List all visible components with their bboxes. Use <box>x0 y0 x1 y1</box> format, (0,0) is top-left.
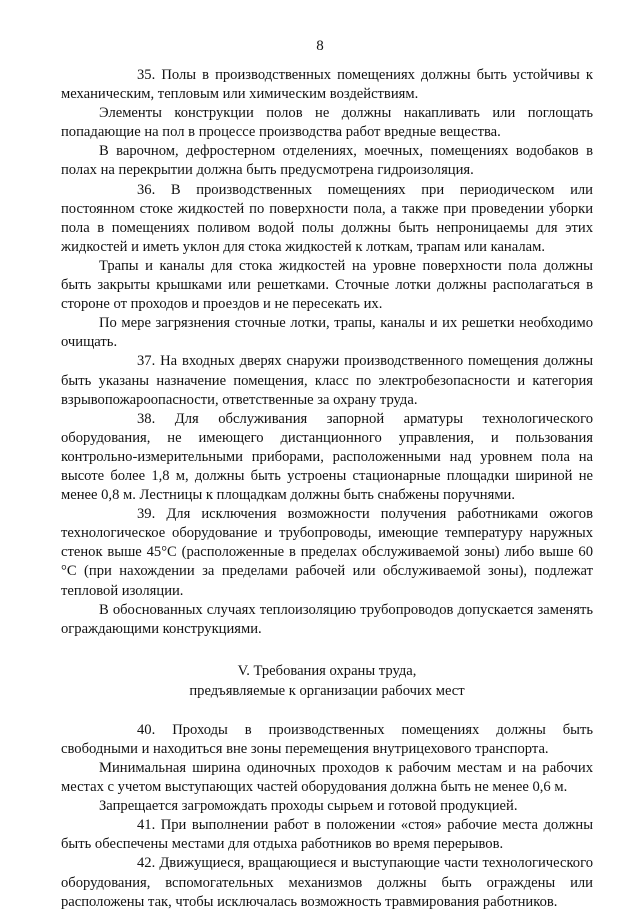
clause-number: 38. <box>137 410 156 427</box>
document-body <box>61 66 593 912</box>
paragraph <box>61 104 593 142</box>
paragraph-text: Трапы и каналы для стока жидкостей на уровне поверхности пола должны быть закрыты крышками или решетками. Сточные лотки должны располагаться в стороне от проходов и проездов и не пересекать их. <box>61 257 593 313</box>
section-heading <box>61 661 593 701</box>
page-number: 8 <box>316 38 324 54</box>
paragraph-text: По мере загрязнения сточные лотки, трапы, каналы и их решетки необходимо очищать. <box>61 315 593 351</box>
clause-number: 41. <box>137 817 156 834</box>
paragraph-text: Проходы в производственных помещениях должны быть свободными и находиться вне зоны перемещения внутрицехового транспорта. <box>61 721 594 757</box>
paragraph <box>61 314 593 352</box>
paragraph-text: Запрещается загромождать проходы сырьем и готовой продукцией. <box>99 798 518 815</box>
paragraph <box>61 816 593 854</box>
paragraph-text: Элементы конструкции полов не должны накапливать или поглощать попадающие на пол в процессе производства работ вредные вещества. <box>61 105 593 141</box>
paragraph-text: Для обслуживания запорной арматуры технологического оборудования, не имеющего дистанционного управления, и пользования контрольно-измерительными приборами, расположенными над уровнем пола на высоте более 1,8 м, должны быть устроены стационарные площадки шириной не менее 0,8 м. Лестницы к площадкам должны быть снабжены поручнями. <box>61 410 594 504</box>
paragraph <box>61 505 593 600</box>
paragraphs-after-section <box>61 721 593 912</box>
clause-number: 35. <box>137 67 156 83</box>
paragraph <box>61 142 593 180</box>
paragraph-text: При выполнении работ в положении «стоя» рабочие места должны быть обеспечены местами для отдыха работников во время перерывов. <box>61 817 593 853</box>
paragraph <box>61 854 593 911</box>
paragraph-text: На входных дверях снаружи производственного помещения должны быть указаны назначение помещения, класс по электробезопасности и категория взрывопожароопасности, ответственные за охрану труда. <box>61 353 593 408</box>
paragraph-text: Движущиеся, вращающиеся и выступающие части технологического оборудования, вспомогательных механизмов должны быть ограждены или расположены так, чтобы исключалась возможность травмирования работников. <box>61 855 594 910</box>
paragraph-text: В обоснованных случаях теплоизоляцию трубопроводов допускается заменять ограждающими конструкциями. <box>61 601 593 637</box>
paragraph <box>61 66 593 104</box>
paragraph-text: Для исключения возможности получения работниками ожогов технологическое оборудование и трубопроводы, имеющие температуру наружных стенок выше 45°С (расположенные в пределах обслуживаемой зоны) либо выше 60 °С (при нахождении за пределами рабочей или обслуживаемой зоны), подлежат тепловой изоляции. <box>61 506 593 599</box>
paragraphs-before-section <box>61 66 593 639</box>
paragraph <box>61 601 593 639</box>
paragraph-text: Полы в производственных помещениях должны быть устойчивы к механическим, тепловым или химическим воздействиям. <box>61 67 593 103</box>
paragraph-text: Минимальная ширина одиночных проходов к рабочим местам и на рабочих местах с учетом выступающих частей оборудования должна быть не менее 0,6 м. <box>61 760 593 796</box>
paragraph <box>61 257 593 314</box>
paragraph <box>61 181 593 257</box>
clause-number: 37. <box>137 353 156 370</box>
paragraph-text: В варочном, дефростерном отделениях, моечных, помещениях водобаков в полах на перекрытии должна быть предусмотрена гидроизоляция. <box>61 143 593 179</box>
clause-number: 36. <box>137 181 156 198</box>
paragraph <box>61 797 593 816</box>
paragraph <box>61 759 593 797</box>
paragraph <box>61 352 593 409</box>
section-heading-line-2: предъявляемые к организации рабочих мест <box>189 682 465 699</box>
clause-number: 39. <box>137 506 156 523</box>
paragraph <box>61 721 593 759</box>
paragraph-text: В производственных помещениях при периодическом или постоянном стоке жидкостей по поверхности пола, а также при проведении уборки пола в помещениях поливом водой полы должны быть непроницаемы для этих жидкостей и иметь уклон для стока жидкостей к лоткам, трапам или каналам. <box>61 181 593 255</box>
clause-number: 40. <box>137 721 156 738</box>
paragraph <box>61 410 593 505</box>
clause-number: 42. <box>137 855 156 872</box>
section-heading-line-1: V. Требования охраны труда, <box>237 662 417 679</box>
